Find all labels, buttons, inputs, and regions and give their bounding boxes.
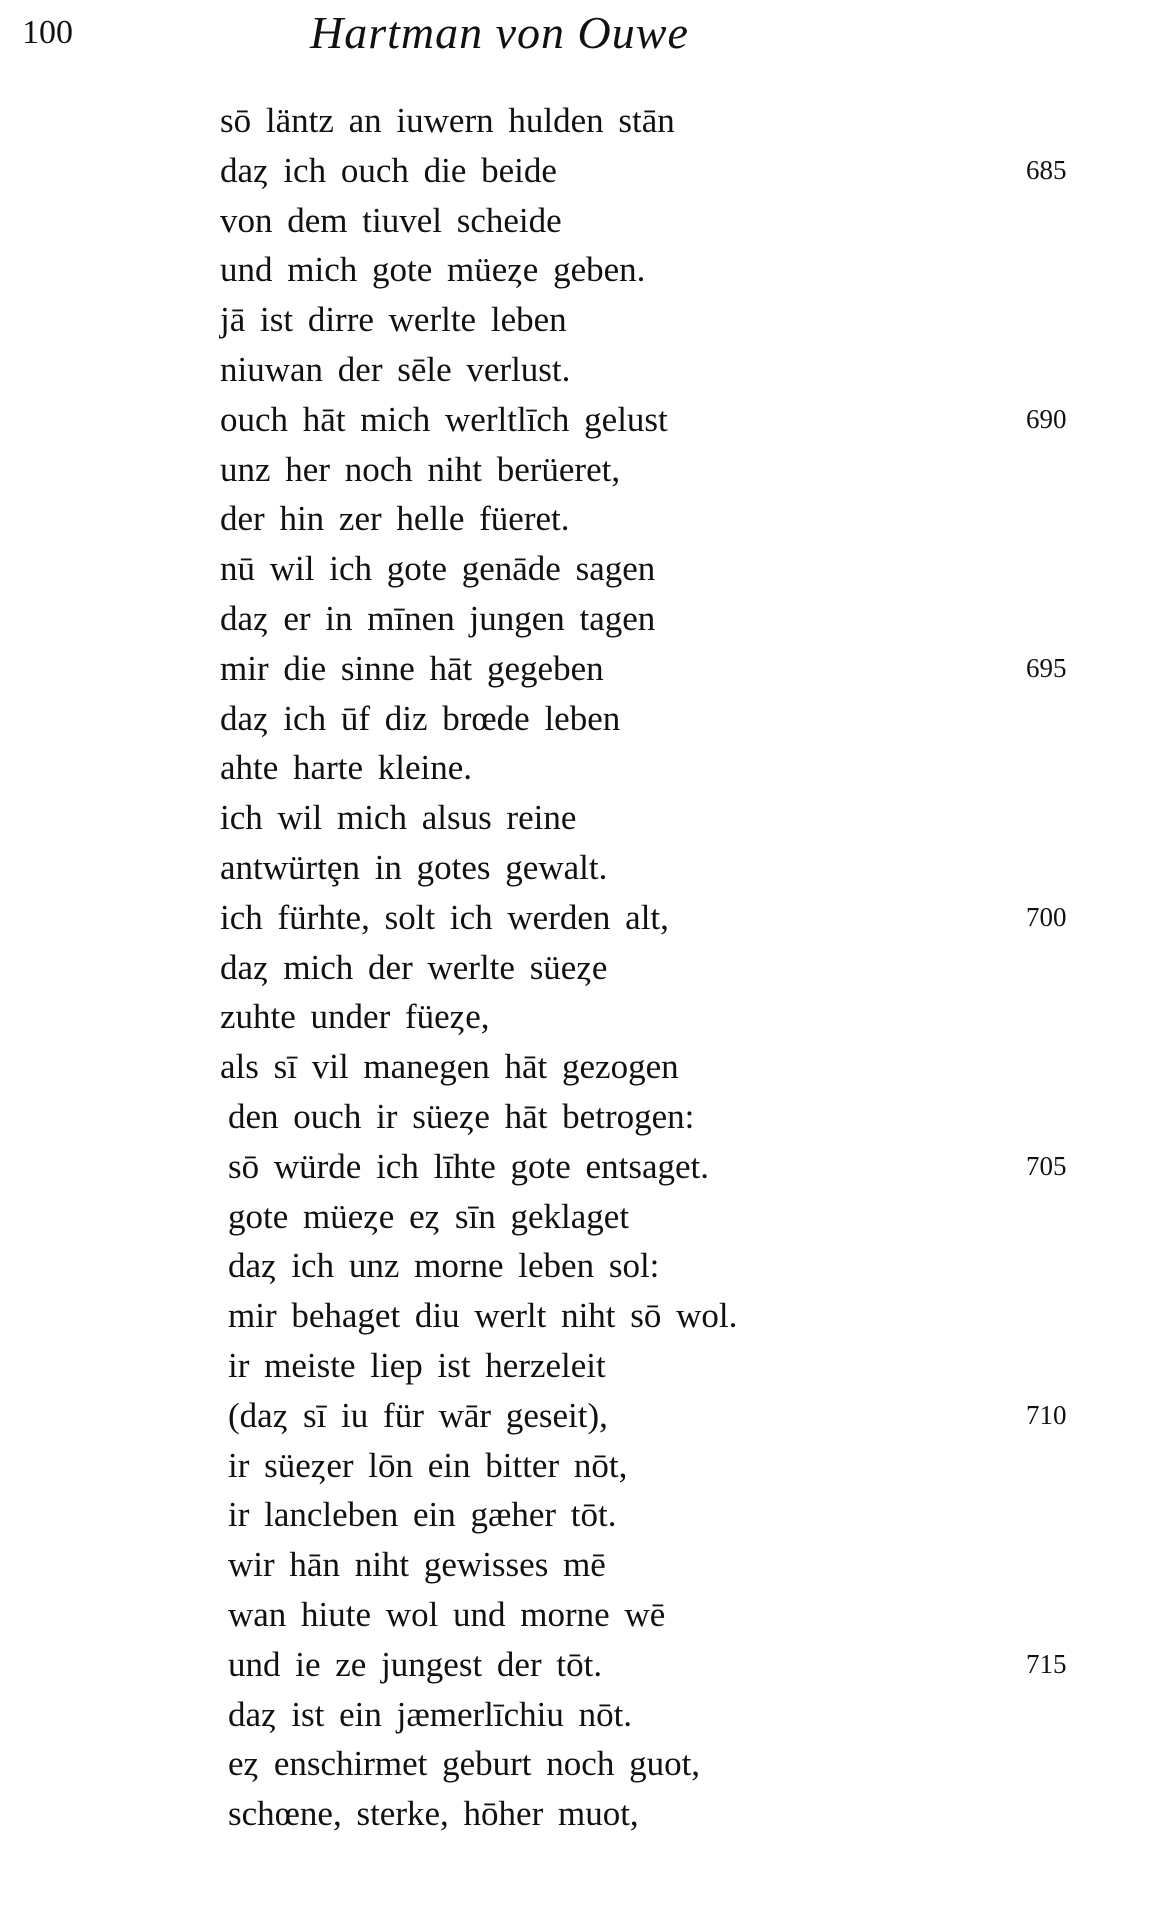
verse-text: ich wil mich alsus reine (220, 798, 577, 838)
verse-line (220, 544, 1120, 594)
verse-line (220, 1291, 1120, 1341)
verse-text: sō würde ich līhte gote entsaget. (228, 1146, 709, 1186)
verse-text: schœne, sterke, hōher muot, (228, 1794, 639, 1834)
verse-text: sō läntz an iuwern hulden stān (220, 101, 675, 140)
verse-line (220, 96, 1120, 146)
verse-text: wir hān niht gewisses mē (228, 1545, 606, 1585)
verse-line (220, 1441, 1120, 1491)
verse-line (220, 1490, 1120, 1540)
verse-text: wan hiute wol und morne wē (228, 1594, 666, 1634)
verse-text: ich fürhte, solt ich werden alt, (220, 897, 669, 937)
verse-text: ir süeȥer lōn ein bitter nōt, (228, 1445, 628, 1485)
verse-line (220, 1540, 1120, 1590)
verse-text: zuhte under füeȥe, (220, 997, 490, 1037)
verse-text: daȥ ist ein jæmerlīchiu nōt. (228, 1694, 633, 1734)
verse-line (220, 1640, 1120, 1690)
verse-line (220, 1042, 1120, 1092)
verse-text: der hin zer helle füeret. (220, 499, 570, 539)
line-number: 715 (1026, 1648, 1067, 1679)
verse-line (220, 1690, 1120, 1740)
page-number: 100 (22, 14, 73, 51)
verse-text: unz her noch niht berüeret, (220, 449, 621, 489)
verse-text: den ouch ir süeȥe hāt betrogen: (228, 1096, 695, 1136)
verse-line (220, 793, 1120, 843)
verse-text: ahte harte kleine. (220, 748, 473, 788)
verse-text: antwürtȩn in gotes gewalt. (220, 847, 608, 887)
verse-line (220, 1142, 1120, 1192)
verse-line (220, 1092, 1120, 1142)
running-title: Hartman von Ouwe (310, 7, 689, 58)
verse-text: eȥ enschirmet geburt noch guot, (228, 1744, 701, 1784)
verse-text: daȥ mich der werlte süeȥe (220, 947, 608, 987)
verse-text: (daȥ sī iu für wār geseit), (228, 1395, 608, 1435)
verse-line (220, 694, 1120, 744)
line-number: 695 (1026, 652, 1067, 683)
verse-text: von dem tiuvel scheide (220, 200, 562, 240)
verse-line (220, 395, 1120, 445)
verse-text: mir behaget diu werlt niht sō wol. (228, 1296, 738, 1336)
verse-line (220, 743, 1120, 793)
verse-line (220, 196, 1120, 246)
verse-line (220, 943, 1120, 993)
line-number: 690 (1026, 403, 1067, 434)
verse-line (220, 1241, 1120, 1291)
line-number: 700 (1026, 901, 1067, 932)
verse-line (220, 146, 1120, 196)
verse-text: und mich gote müeȥe geben. (220, 250, 646, 290)
verse-line (220, 594, 1120, 644)
verse-text: niuwan der sēle verlust. (220, 349, 571, 389)
verse-text: jā ist dirre werlte leben (220, 300, 567, 340)
verse-line (220, 295, 1120, 345)
line-number: 705 (1026, 1150, 1067, 1181)
verse-line (220, 1590, 1120, 1640)
verse-line (220, 893, 1120, 943)
verse-line (220, 1192, 1120, 1242)
verse-line (220, 494, 1120, 544)
verse-line (220, 843, 1120, 893)
verse-line (220, 245, 1120, 295)
line-number: 685 (1026, 154, 1067, 185)
verse-text: nū wil ich gote genāde sagen (220, 549, 656, 589)
verse-line (220, 1341, 1120, 1391)
verse-text: als sī vil manegen hāt gezogen (220, 1047, 679, 1087)
verse-text: mir die sinne hāt gegeben (220, 648, 604, 688)
verse-text: daȥ er in mīnen jungen tagen (220, 598, 656, 638)
verse-text: gote müeȥe eȥ sīn geklaget (228, 1196, 630, 1236)
verse-line (220, 345, 1120, 395)
verse-text: daȥ ich ūf diz brœde leben (220, 698, 621, 738)
verse-line (220, 1789, 1120, 1839)
line-number: 710 (1026, 1399, 1067, 1430)
verse-text: daȥ ich ouch die beide (220, 150, 557, 190)
verse-line (220, 1391, 1120, 1441)
verse-line (220, 445, 1120, 495)
verse-text: ouch hāt mich werltlīch gelust (220, 399, 668, 439)
verse-text: ir meiste liep ist herzeleit (228, 1345, 606, 1385)
verse-line (220, 644, 1120, 694)
verse-block (220, 96, 1120, 1839)
verse-text: ir lancleben ein gæher tōt. (228, 1495, 617, 1535)
verse-line (220, 992, 1120, 1042)
verse-text: daȥ ich unz morne leben sol: (228, 1246, 660, 1286)
verse-text: und ie ze jungest der tōt. (228, 1644, 603, 1684)
verse-line (220, 1739, 1120, 1789)
